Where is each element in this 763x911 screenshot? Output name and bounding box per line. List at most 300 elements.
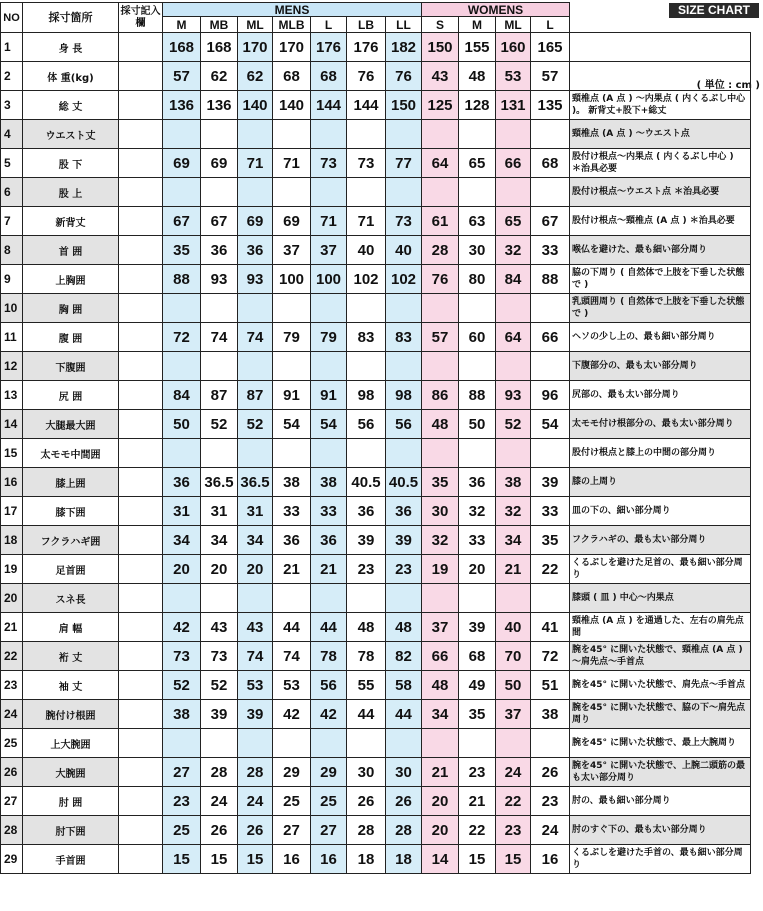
size-value-cell: 168 bbox=[201, 33, 238, 62]
size-value-cell bbox=[422, 584, 459, 613]
measurement-description bbox=[570, 33, 751, 62]
size-value-cell: 16 bbox=[311, 845, 347, 874]
measurement-entry-field[interactable] bbox=[119, 526, 163, 555]
table-row bbox=[1, 468, 751, 497]
measurement-name: 体 重(kg) bbox=[23, 62, 119, 91]
measurement-name: 大腿最大囲 bbox=[23, 410, 119, 439]
size-value-cell bbox=[238, 294, 273, 323]
size-value-cell: 22 bbox=[459, 816, 496, 845]
size-value-cell: 86 bbox=[422, 381, 459, 410]
size-value-cell: 26 bbox=[201, 816, 238, 845]
size-value-cell bbox=[459, 439, 496, 468]
size-value-cell: 36 bbox=[386, 497, 422, 526]
size-value-cell: 35 bbox=[422, 468, 459, 497]
measurement-entry-field[interactable] bbox=[119, 729, 163, 758]
size-value-cell: 57 bbox=[422, 323, 459, 352]
size-value-cell: 41 bbox=[531, 613, 570, 642]
measurement-entry-field[interactable] bbox=[119, 178, 163, 207]
measurement-description: 股付け根点～内果点 ( 内くるぶし中心 ) ＊治具必要 bbox=[570, 149, 751, 178]
size-value-cell bbox=[347, 352, 386, 381]
size-value-cell: 80 bbox=[459, 265, 496, 294]
row-number: 11 bbox=[1, 323, 23, 352]
size-value-cell: 23 bbox=[496, 816, 531, 845]
header-entry-column: 採寸記入欄 bbox=[119, 3, 163, 33]
size-value-cell: 15 bbox=[163, 845, 201, 874]
size-value-cell: 40.5 bbox=[386, 468, 422, 497]
size-value-cell bbox=[347, 120, 386, 149]
size-value-cell bbox=[238, 439, 273, 468]
row-number: 15 bbox=[1, 439, 23, 468]
row-number: 25 bbox=[1, 729, 23, 758]
size-value-cell: 176 bbox=[311, 33, 347, 62]
measurement-description: 頸椎点 (A 点 ) ～ウエスト点 bbox=[570, 120, 751, 149]
size-value-cell: 36 bbox=[201, 236, 238, 265]
size-value-cell: 57 bbox=[531, 62, 570, 91]
size-value-cell: 40 bbox=[496, 613, 531, 642]
measurement-entry-field[interactable] bbox=[119, 613, 163, 642]
measurement-name: 上大腕囲 bbox=[23, 729, 119, 758]
size-value-cell: 125 bbox=[422, 91, 459, 120]
size-value-cell: 140 bbox=[238, 91, 273, 120]
measurement-description: 腕を45° に開いた状態で、頸椎点 (A 点 ) ～肩先点～手首点 bbox=[570, 642, 751, 671]
size-value-cell: 56 bbox=[311, 671, 347, 700]
size-value-cell: 91 bbox=[311, 381, 347, 410]
table-row bbox=[1, 323, 751, 352]
size-value-cell bbox=[201, 178, 238, 207]
table-row bbox=[1, 207, 751, 236]
header-size-womens-l: L bbox=[531, 17, 570, 33]
row-number: 7 bbox=[1, 207, 23, 236]
size-value-cell bbox=[347, 729, 386, 758]
measurement-description: 喉仏を避けた、最も細い部分周り bbox=[570, 236, 751, 265]
size-value-cell: 36 bbox=[238, 236, 273, 265]
size-value-cell: 30 bbox=[459, 236, 496, 265]
unit-note: ( 単位 : cm ) bbox=[696, 80, 760, 91]
size-value-cell: 144 bbox=[347, 91, 386, 120]
size-value-cell: 135 bbox=[531, 91, 570, 120]
size-value-cell: 64 bbox=[422, 149, 459, 178]
size-value-cell: 36 bbox=[163, 468, 201, 497]
measurement-entry-field[interactable] bbox=[119, 787, 163, 816]
measurement-description: 肘のすぐ下の、最も太い部分周り bbox=[570, 816, 751, 845]
header-size-womens-ml: ML bbox=[496, 17, 531, 33]
size-value-cell: 38 bbox=[496, 468, 531, 497]
row-number: 16 bbox=[1, 468, 23, 497]
header-size-mens-m: M bbox=[163, 17, 201, 33]
size-value-cell bbox=[311, 729, 347, 758]
size-value-cell: 16 bbox=[273, 845, 311, 874]
size-value-cell: 140 bbox=[273, 91, 311, 120]
size-value-cell: 20 bbox=[201, 555, 238, 584]
row-number: 4 bbox=[1, 120, 23, 149]
size-value-cell: 26 bbox=[347, 787, 386, 816]
size-value-cell bbox=[386, 178, 422, 207]
header-size-mens-ll: LL bbox=[386, 17, 422, 33]
size-value-cell: 53 bbox=[496, 62, 531, 91]
size-value-cell: 53 bbox=[273, 671, 311, 700]
size-value-cell: 78 bbox=[311, 642, 347, 671]
table-row bbox=[1, 33, 751, 62]
size-value-cell: 72 bbox=[163, 323, 201, 352]
size-value-cell: 27 bbox=[273, 816, 311, 845]
measurement-entry-field[interactable] bbox=[119, 236, 163, 265]
size-value-cell: 36 bbox=[347, 497, 386, 526]
row-number: 12 bbox=[1, 352, 23, 381]
row-number: 22 bbox=[1, 642, 23, 671]
size-value-cell: 84 bbox=[496, 265, 531, 294]
size-value-cell: 62 bbox=[238, 62, 273, 91]
size-value-cell: 21 bbox=[273, 555, 311, 584]
header-size-mens-mlb: MLB bbox=[273, 17, 311, 33]
size-value-cell: 48 bbox=[422, 410, 459, 439]
size-value-cell: 34 bbox=[201, 526, 238, 555]
size-value-cell: 30 bbox=[347, 758, 386, 787]
measurement-name: 身 長 bbox=[23, 33, 119, 62]
size-value-cell bbox=[459, 120, 496, 149]
measurement-name: 股 上 bbox=[23, 178, 119, 207]
measurement-entry-field[interactable] bbox=[119, 352, 163, 381]
size-value-cell: 83 bbox=[347, 323, 386, 352]
size-value-cell bbox=[459, 584, 496, 613]
size-value-cell: 44 bbox=[273, 613, 311, 642]
size-value-cell: 37 bbox=[496, 700, 531, 729]
size-value-cell: 52 bbox=[201, 410, 238, 439]
measurement-entry-field[interactable] bbox=[119, 207, 163, 236]
row-number: 20 bbox=[1, 584, 23, 613]
table-row bbox=[1, 816, 751, 845]
measurement-name: 下腹囲 bbox=[23, 352, 119, 381]
size-value-cell bbox=[531, 439, 570, 468]
measurement-name: 膝下囲 bbox=[23, 497, 119, 526]
measurement-description: 頸椎点 (A 点 ) ～内果点 ( 内くるぶし中心 )。 新背丈+股下+総丈 bbox=[570, 91, 751, 120]
size-value-cell: 15 bbox=[496, 845, 531, 874]
size-value-cell: 48 bbox=[422, 671, 459, 700]
measurement-description: 股付け根点と膝上の中間の部分周り bbox=[570, 439, 751, 468]
table-row bbox=[1, 671, 751, 700]
measurement-description: 皿の下の、細い部分周り bbox=[570, 497, 751, 526]
size-value-cell: 30 bbox=[422, 497, 459, 526]
size-value-cell: 27 bbox=[311, 816, 347, 845]
measurement-entry-field[interactable] bbox=[119, 323, 163, 352]
size-value-cell: 100 bbox=[311, 265, 347, 294]
row-number: 5 bbox=[1, 149, 23, 178]
size-value-cell: 67 bbox=[201, 207, 238, 236]
size-value-cell bbox=[311, 584, 347, 613]
size-value-cell bbox=[531, 178, 570, 207]
table-row bbox=[1, 381, 751, 410]
size-value-cell: 26 bbox=[386, 787, 422, 816]
header-mens: MENS bbox=[163, 3, 422, 17]
size-value-cell bbox=[422, 120, 459, 149]
size-value-cell: 76 bbox=[386, 62, 422, 91]
size-value-cell bbox=[422, 729, 459, 758]
header-no: NO bbox=[1, 3, 23, 33]
header-womens: WOMENS bbox=[422, 3, 570, 17]
size-value-cell: 50 bbox=[163, 410, 201, 439]
measurement-description: くるぶしを避けた足首の、最も細い部分周り bbox=[570, 555, 751, 584]
size-value-cell: 72 bbox=[531, 642, 570, 671]
row-number: 29 bbox=[1, 845, 23, 874]
size-value-cell: 34 bbox=[238, 526, 273, 555]
size-value-cell: 93 bbox=[496, 381, 531, 410]
size-value-cell: 36 bbox=[311, 526, 347, 555]
size-value-cell: 33 bbox=[531, 236, 570, 265]
measurement-entry-field[interactable] bbox=[119, 555, 163, 584]
size-value-cell: 168 bbox=[163, 33, 201, 62]
measurement-name: 胸 囲 bbox=[23, 294, 119, 323]
row-number: 10 bbox=[1, 294, 23, 323]
table-row bbox=[1, 352, 751, 381]
size-value-cell: 54 bbox=[311, 410, 347, 439]
size-value-cell: 55 bbox=[347, 671, 386, 700]
size-value-cell bbox=[311, 439, 347, 468]
size-value-cell: 35 bbox=[163, 236, 201, 265]
measurement-entry-field[interactable] bbox=[119, 294, 163, 323]
size-value-cell: 79 bbox=[311, 323, 347, 352]
measurement-name: 上胸囲 bbox=[23, 265, 119, 294]
size-value-cell bbox=[238, 120, 273, 149]
size-value-cell: 131 bbox=[496, 91, 531, 120]
size-value-cell bbox=[238, 584, 273, 613]
size-value-cell: 37 bbox=[273, 236, 311, 265]
measurement-entry-field[interactable] bbox=[119, 642, 163, 671]
header-size-mens-ml: ML bbox=[238, 17, 273, 33]
measurement-description: くるぶしを避けた手首の、最も細い部分周り bbox=[570, 845, 751, 874]
row-number: 26 bbox=[1, 758, 23, 787]
size-value-cell: 65 bbox=[459, 149, 496, 178]
size-value-cell: 74 bbox=[201, 323, 238, 352]
size-value-cell bbox=[459, 178, 496, 207]
measurement-description: 腕を45° に開いた状態で、最上大腕周り bbox=[570, 729, 751, 758]
measurement-entry-field[interactable] bbox=[119, 381, 163, 410]
size-value-cell: 155 bbox=[459, 33, 496, 62]
size-value-cell: 23 bbox=[531, 787, 570, 816]
size-value-cell: 56 bbox=[347, 410, 386, 439]
size-value-cell bbox=[311, 352, 347, 381]
size-value-cell: 102 bbox=[386, 265, 422, 294]
size-value-cell: 76 bbox=[422, 265, 459, 294]
table-row bbox=[1, 642, 751, 671]
table-row bbox=[1, 555, 751, 584]
size-value-cell bbox=[422, 352, 459, 381]
row-number: 28 bbox=[1, 816, 23, 845]
size-value-cell: 165 bbox=[531, 33, 570, 62]
table-row bbox=[1, 787, 751, 816]
size-value-cell: 49 bbox=[459, 671, 496, 700]
measurement-entry-field[interactable] bbox=[119, 265, 163, 294]
size-value-cell: 28 bbox=[386, 816, 422, 845]
size-value-cell: 62 bbox=[201, 62, 238, 91]
size-value-cell bbox=[422, 178, 459, 207]
measurement-entry-field[interactable] bbox=[119, 62, 163, 91]
size-value-cell: 64 bbox=[496, 323, 531, 352]
size-value-cell: 150 bbox=[386, 91, 422, 120]
size-value-cell: 74 bbox=[238, 642, 273, 671]
size-value-cell bbox=[273, 584, 311, 613]
size-value-cell bbox=[347, 584, 386, 613]
size-value-cell: 61 bbox=[422, 207, 459, 236]
size-value-cell: 23 bbox=[459, 758, 496, 787]
header-description-spacer bbox=[570, 3, 751, 33]
measurement-name: 肘 囲 bbox=[23, 787, 119, 816]
size-value-cell: 78 bbox=[347, 642, 386, 671]
size-value-cell bbox=[422, 294, 459, 323]
measurement-name: 腹 囲 bbox=[23, 323, 119, 352]
measurement-description: 肘の、最も細い部分周り bbox=[570, 787, 751, 816]
size-value-cell: 32 bbox=[496, 497, 531, 526]
measurement-entry-field[interactable] bbox=[119, 33, 163, 62]
size-value-cell: 69 bbox=[273, 207, 311, 236]
size-value-cell: 15 bbox=[201, 845, 238, 874]
measurement-description: 膝頭 ( 皿 ) 中心～内果点 bbox=[570, 584, 751, 613]
size-value-cell: 128 bbox=[459, 91, 496, 120]
size-value-cell bbox=[531, 120, 570, 149]
measurement-name: 足首囲 bbox=[23, 555, 119, 584]
row-number: 27 bbox=[1, 787, 23, 816]
size-value-cell bbox=[273, 729, 311, 758]
size-value-cell bbox=[201, 120, 238, 149]
size-value-cell: 52 bbox=[496, 410, 531, 439]
size-value-cell: 18 bbox=[347, 845, 386, 874]
row-number: 14 bbox=[1, 410, 23, 439]
size-value-cell: 71 bbox=[347, 207, 386, 236]
measurement-description: ヘソの少し上の、最も細い部分周り bbox=[570, 323, 751, 352]
size-value-cell: 136 bbox=[163, 91, 201, 120]
size-value-cell: 91 bbox=[273, 381, 311, 410]
size-value-cell bbox=[163, 178, 201, 207]
measurement-description: 太モモ付け根部分の、最も太い部分周り bbox=[570, 410, 751, 439]
size-value-cell: 38 bbox=[311, 468, 347, 497]
size-value-cell bbox=[496, 294, 531, 323]
size-chart-table bbox=[0, 2, 751, 874]
size-value-cell bbox=[347, 178, 386, 207]
measurement-entry-field[interactable] bbox=[119, 671, 163, 700]
size-value-cell bbox=[201, 352, 238, 381]
header-size-womens-s: S bbox=[422, 17, 459, 33]
measurement-name: 手首囲 bbox=[23, 845, 119, 874]
measurement-description: 膝の上周り bbox=[570, 468, 751, 497]
size-value-cell: 42 bbox=[163, 613, 201, 642]
measurement-name: フクラハギ囲 bbox=[23, 526, 119, 555]
size-value-cell: 77 bbox=[386, 149, 422, 178]
size-value-cell: 70 bbox=[496, 642, 531, 671]
table-row bbox=[1, 265, 751, 294]
size-value-cell: 150 bbox=[422, 33, 459, 62]
header-size-mens-l: L bbox=[311, 17, 347, 33]
size-value-cell: 14 bbox=[422, 845, 459, 874]
size-value-cell bbox=[273, 120, 311, 149]
size-value-cell: 31 bbox=[163, 497, 201, 526]
row-number: 21 bbox=[1, 613, 23, 642]
size-value-cell: 60 bbox=[459, 323, 496, 352]
size-value-cell bbox=[496, 120, 531, 149]
row-number: 19 bbox=[1, 555, 23, 584]
measurement-entry-field[interactable] bbox=[119, 845, 163, 874]
table-row bbox=[1, 439, 751, 468]
measurement-entry-field[interactable] bbox=[119, 120, 163, 149]
measurement-entry-field[interactable] bbox=[119, 816, 163, 845]
size-value-cell bbox=[347, 294, 386, 323]
measurement-entry-field[interactable] bbox=[119, 410, 163, 439]
measurement-entry-field[interactable] bbox=[119, 700, 163, 729]
measurement-name: 膝上囲 bbox=[23, 468, 119, 497]
measurement-name: 総 丈 bbox=[23, 91, 119, 120]
size-value-cell bbox=[531, 729, 570, 758]
size-value-cell: 39 bbox=[459, 613, 496, 642]
size-value-cell: 44 bbox=[386, 700, 422, 729]
size-value-cell: 40 bbox=[347, 236, 386, 265]
size-value-cell bbox=[238, 178, 273, 207]
size-value-cell: 39 bbox=[386, 526, 422, 555]
size-value-cell: 84 bbox=[163, 381, 201, 410]
header-size-womens-m: M bbox=[459, 17, 496, 33]
size-value-cell: 67 bbox=[531, 207, 570, 236]
size-value-cell bbox=[163, 120, 201, 149]
table-row bbox=[1, 845, 751, 874]
size-value-cell bbox=[238, 352, 273, 381]
size-value-cell: 63 bbox=[459, 207, 496, 236]
size-value-cell bbox=[311, 294, 347, 323]
size-value-cell: 20 bbox=[422, 787, 459, 816]
size-value-cell: 42 bbox=[273, 700, 311, 729]
size-value-cell: 20 bbox=[422, 816, 459, 845]
row-number: 3 bbox=[1, 91, 23, 120]
row-number: 13 bbox=[1, 381, 23, 410]
size-value-cell: 69 bbox=[201, 149, 238, 178]
size-value-cell bbox=[273, 352, 311, 381]
measurement-entry-field[interactable] bbox=[119, 758, 163, 787]
size-value-cell: 26 bbox=[238, 816, 273, 845]
measurement-entry-field[interactable] bbox=[119, 468, 163, 497]
size-value-cell: 73 bbox=[386, 207, 422, 236]
size-value-cell bbox=[531, 352, 570, 381]
size-value-cell bbox=[201, 584, 238, 613]
size-value-cell: 35 bbox=[459, 700, 496, 729]
size-value-cell: 15 bbox=[459, 845, 496, 874]
row-number: 9 bbox=[1, 265, 23, 294]
size-value-cell: 39 bbox=[238, 700, 273, 729]
table-row bbox=[1, 294, 751, 323]
size-value-cell: 102 bbox=[347, 265, 386, 294]
measurement-description: 脇の下周り ( 自然体で上肢を下垂した状態で ) bbox=[570, 265, 751, 294]
size-value-cell: 73 bbox=[201, 642, 238, 671]
size-value-cell: 87 bbox=[238, 381, 273, 410]
size-value-cell bbox=[386, 439, 422, 468]
size-value-cell bbox=[459, 729, 496, 758]
measurement-entry-field[interactable] bbox=[119, 149, 163, 178]
size-value-cell: 50 bbox=[496, 671, 531, 700]
measurement-entry-field[interactable] bbox=[119, 584, 163, 613]
size-value-cell: 93 bbox=[201, 265, 238, 294]
size-value-cell bbox=[273, 439, 311, 468]
size-value-cell: 54 bbox=[273, 410, 311, 439]
size-value-cell: 88 bbox=[531, 265, 570, 294]
measurement-entry-field[interactable] bbox=[119, 91, 163, 120]
size-value-cell: 31 bbox=[238, 497, 273, 526]
size-value-cell: 32 bbox=[422, 526, 459, 555]
size-value-cell: 69 bbox=[238, 207, 273, 236]
measurement-entry-field[interactable] bbox=[119, 439, 163, 468]
header-size-mens-lb: LB bbox=[347, 17, 386, 33]
size-value-cell: 51 bbox=[531, 671, 570, 700]
size-value-cell: 36 bbox=[273, 526, 311, 555]
measurement-entry-field[interactable] bbox=[119, 497, 163, 526]
size-value-cell: 66 bbox=[422, 642, 459, 671]
size-value-cell: 68 bbox=[459, 642, 496, 671]
row-number: 18 bbox=[1, 526, 23, 555]
size-value-cell: 21 bbox=[496, 555, 531, 584]
size-value-cell: 38 bbox=[531, 700, 570, 729]
